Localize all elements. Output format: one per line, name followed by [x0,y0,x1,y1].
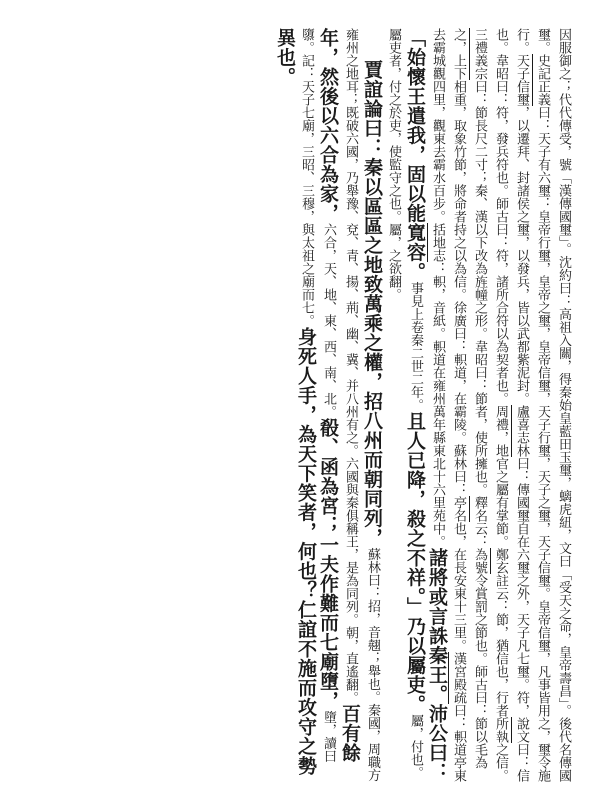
annotation-text-run: ：軹，音紙。軹道在雍州萬年縣東北十六里苑中。 [430,262,445,548]
annotation-text-run: 六合，天、地、東、西、南、北。 [321,223,336,418]
main-text-run: 且人已降，殺之不祥。」乃以屬吏。 [404,411,426,714]
commentary-text-block [274,28,574,788]
annotation-text-run: 曰：傳國璽自在六璽之外，天子凡七璽。符， [514,457,529,717]
main-text-run: 百有餘年，然後以六合為家， [317,28,361,763]
cited-title: 括地志 [430,223,445,262]
cited-title: 漢宮殿疏 [451,652,466,704]
main-text-run: 身死人手，為天下笑者，何也？仁誼不施而攻守之勢異也。 [274,28,317,776]
main-text-run: 賈誼論曰：秦以區區之地致萬乘之權，招八州而朝同列， [361,60,383,548]
annotation-text-run: 曰：天子有六璽：皇帝行璽，皇帝之璽，皇帝信璽，天子行璽，天子之璽，天子信璽。皇帝信璽，凡事皆用之，璽令施行。天子信璽，以遷拜、封諸侯之璽，以發兵，皆以武都紫泥封。 [514,28,550,782]
annotation-text-run: 事見上卷秦二世二年。 [408,281,423,412]
main-text-run: 諸將或言誅秦王。沛公曰：「始懷王遣我，固以能寬容。 [404,28,448,782]
annotation-text-run: 屬，付也。屬吏者，付之於吏，使監守之也。屬，之欲翻。 [386,28,423,779]
cited-title: 鄭玄 [493,548,508,574]
annotation-text-run: 曰：信也。韋昭曰：符，發兵符也。師古曰：符，諸所合符以為契者也。周禮，地官之屬有掌節。 [493,28,529,782]
annotation-text-run: 墮，讀曰隳。記：天子七廟，三昭、三穆，與太祖之廟而七。 [299,28,336,763]
paragraph-jia-yi-essay [274,28,383,788]
cited-title: 三禮義宗 [472,28,487,80]
cited-title: 說文 [514,717,529,743]
cited-title: 釋名 [472,496,487,522]
annotation-text-run: 因服御之；代代傳受，號「漢傳國璽」。沈約曰：高祖入關，得秦始皇藍田玉璽，螭虎紐，文曰「受天之命，皇帝壽昌」。後代名傳國璽。 [535,28,571,782]
annotation-text-run: 云：為號令賞罰之節也。師古曰：節以毛為之，上下相重，取象竹節，將命者持之以為信。徐廣曰：軹道，在霸陵。蘇林曰：亭名也，在長安東十三里。 [451,28,487,769]
annotation-text-run: 曰：節長尺二寸；秦、漢以下改為旌幢之形。韋昭曰：節者，使所擁也。 [472,80,487,496]
cited-title: 史記正義 [535,54,550,106]
annotation-text-run: 蘇林曰：招，音翹；舉也。秦國，周職方雍州之地耳；既破六國，乃舉豫、兗、青、揚、荊、幽、冀、并八州有之。六國與秦俱稱王，是為同列。朝，直遙翻。 [343,28,380,782]
paragraph-seal-commentary [383,28,574,788]
cited-title: 盧喜志林 [514,405,529,457]
annotation-text-run: 註云：節，猶信也，行者所執之信。 [493,574,508,782]
annotation-text-run: 曰：軹道亭東去霸城觀四里，觀東去霸水百步。 [430,28,466,782]
main-text-run: 殽、函為宮；一夫作難而七廟墮， [317,418,339,711]
